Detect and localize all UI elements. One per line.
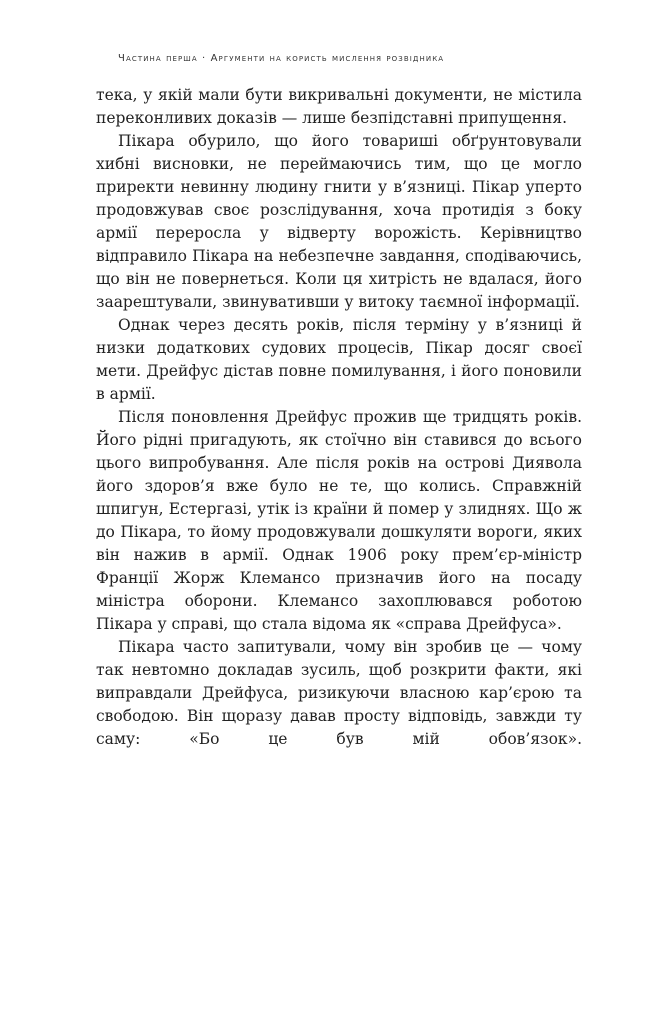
paragraph-continued: тека, у якій мали бути викривальні документи, не містила переконливих доказів — лише безпідставні припущення.: [96, 86, 582, 127]
running-head: Частина перша · Аргументи на користь мислення розвідника: [118, 53, 445, 64]
paragraph-after-reinstatement: Після поновлення Дрейфус прожив ще тридцять років. Його рідні пригадують, як стоїчно він ставився до всього цього випробування. Але після років на острові Диявола його здоров’я вже було не те, що колись. Справжній шпигун, Естергазі, утік із країни й помер у злиднях. Що ж до Пікара, то йому продовжували дошкуляти вороги, яких він нажив в армії. Однак 1906 року прем’єр-міністр Франції Жорж Клемансо призначив його на посаду міністра оборони. Клемансо захоплювався роботою Пікара у справі, що стала відома як «справа Дрейфуса».: [96, 408, 582, 633]
paragraph-ten-years-later: Однак через десять років, після терміну у в’язниці й низки додаткових судових процесів, Пікар досяг своєї мети. Дрейфус дістав повне помилування, і його поновили в армії.: [96, 316, 582, 403]
body-text: [96, 84, 582, 751]
paragraph-duty: Пікара часто запитували, чому він зробив це — чому так невтомно докладав зусиль, щоб розкрити факти, які виправдали Дрейфуса, ризикуючи власною кар’єрою та свободою. Він щоразу давав просту відповідь, завжди ту саму: «Бо це був мій обов’язок».: [96, 638, 582, 748]
paragraph-picquart-outrage: Пікара обурило, що його товариші обґрунтовували хибні висновки, не переймаючись тим, що це могло приректи невинну людину гнити у в’язниці. Пікар уперто продовжував своє розслідування, хоча протидія з боку армії переросла у відверту ворожість. Керівництво відправило Пікара на небезпечне завдання, сподіваючись, що він не повернеться. Коли ця хитрість не вдалася, його заарештували, звинувативши у витоку таємної інформації.: [96, 132, 582, 311]
